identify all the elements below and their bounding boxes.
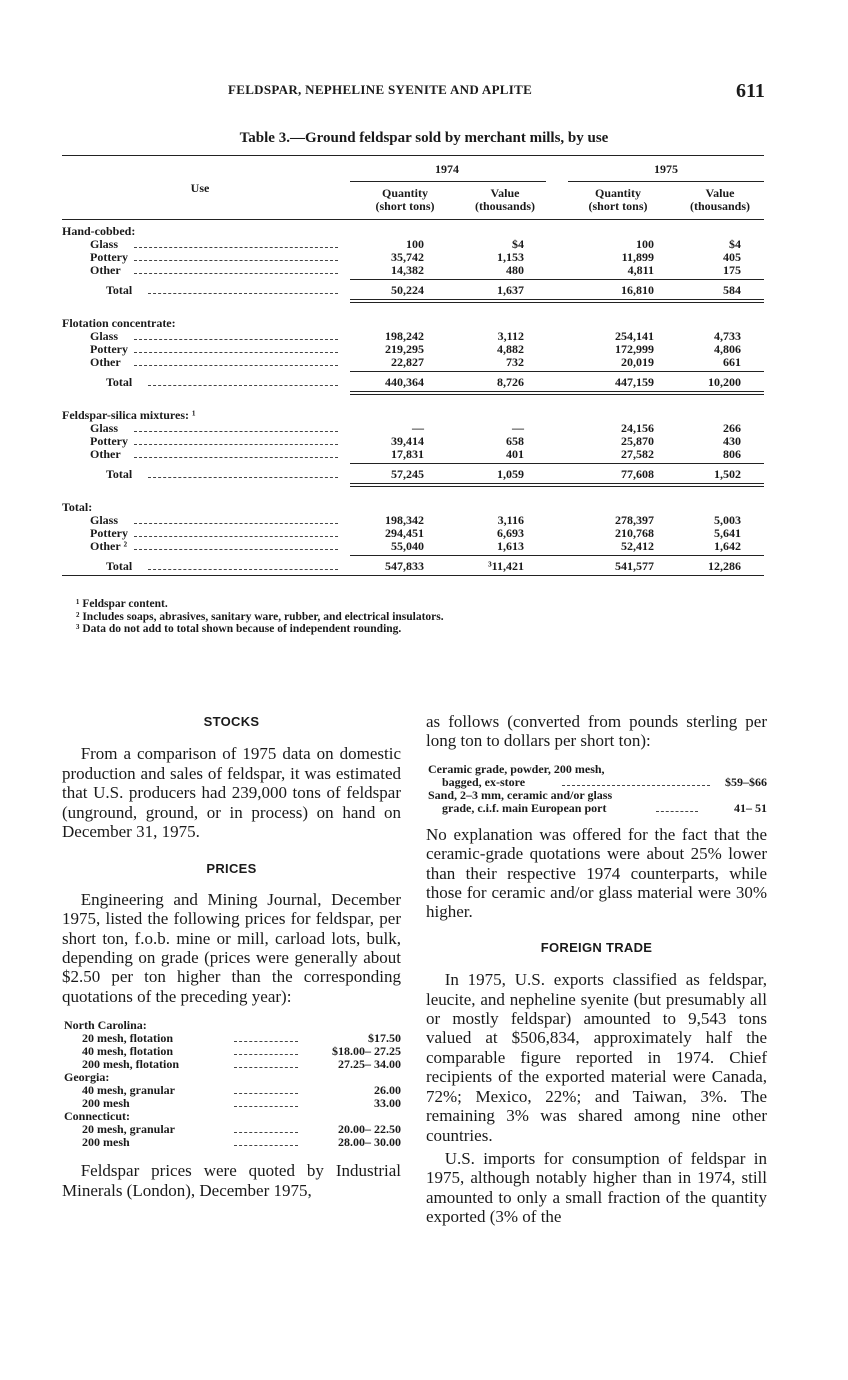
uk-price-list	[426, 763, 767, 815]
total-double-rule	[350, 302, 764, 303]
subtotal-rule	[350, 371, 764, 372]
table-bottom-rule	[62, 575, 764, 576]
price-item	[62, 1058, 401, 1071]
value-header-1974: Value (thousands)	[474, 186, 536, 213]
table-row	[62, 540, 764, 553]
table-top-rule	[62, 155, 764, 156]
row-label: Other	[90, 264, 121, 277]
subtotal-rule	[350, 463, 764, 464]
year-1974-header: 1974	[435, 162, 459, 176]
value-1975-cell: 1,502	[714, 467, 741, 481]
value-1975-cell: 584	[723, 283, 741, 297]
price-value: $18.00– 27.25	[332, 1044, 401, 1059]
price-item	[62, 1136, 401, 1149]
qty-1975-cell: 24,156	[621, 421, 654, 435]
total-rule	[350, 391, 764, 392]
total-row	[62, 560, 764, 573]
uk-price-label-cont: grade, c.i.f. main European port	[442, 800, 607, 815]
qty-1975-cell: 447,159	[615, 375, 654, 389]
price-label: 40 mesh, flotation	[82, 1044, 173, 1059]
leader-dots	[134, 444, 338, 445]
year-1974-rule	[350, 181, 546, 182]
qty-1974-cell: 100	[406, 237, 424, 251]
row-label: Total	[106, 468, 133, 481]
footnote: ¹ Feldspar content.	[76, 598, 168, 610]
page-number: 611	[736, 80, 765, 102]
row-label: Glass	[90, 330, 119, 343]
row-label: Pottery	[90, 527, 128, 540]
leader-dots	[134, 260, 338, 261]
running-head: FELDSPAR, NEPHELINE SYENITE AND APLITE	[228, 82, 533, 97]
price-value: 28.00– 30.00	[338, 1135, 401, 1150]
price-value: 26.00	[374, 1083, 401, 1098]
state-label: Connecticut:	[64, 1109, 130, 1124]
qty-1974-cell: 50,224	[391, 283, 424, 297]
qty-1974-cell: 39,414	[391, 434, 424, 448]
value-1975-cell: 806	[723, 447, 741, 461]
header-bottom-rule	[62, 219, 764, 220]
value-1975-cell: 405	[723, 250, 741, 264]
qty-1974-cell: 440,364	[385, 375, 424, 389]
uk-price-item	[426, 763, 767, 776]
table-row	[62, 356, 764, 369]
total-row	[62, 376, 764, 389]
total-double-rule	[350, 394, 764, 395]
uk-price-item-cont	[426, 802, 767, 815]
leader-dots	[148, 293, 338, 294]
explanation-paragraph: No explanation was offered for the fact that the ceramic-grade quotations were about 25% lower than their respective 1974 counterparts, while those for ceramic and/or glass material were 30% higher.	[426, 824, 767, 922]
imports-paragraph: U.S. imports for consumption of feldspar in 1975, although notably higher than in 1974, still amounted to only a small fraction of the quantity exported (3% of the	[426, 1148, 767, 1227]
price-label: 200 mesh	[82, 1096, 130, 1111]
subtotal-rule	[350, 279, 764, 280]
right-column	[426, 712, 767, 1227]
leader-dots	[562, 785, 710, 786]
value-1974-cell: ³11,421	[488, 559, 524, 573]
qty-1974-cell: —	[412, 421, 424, 435]
value-1975-cell: 430	[723, 434, 741, 448]
value-1975-cell: 266	[723, 421, 741, 435]
uk-price-label: Sand, 2–3 mm, ceramic and/or glass	[428, 787, 613, 802]
leader-dots	[134, 536, 338, 537]
qty-1974-cell: 57,245	[391, 467, 424, 481]
year-1975-header: 1975	[654, 162, 678, 176]
price-label: 200 mesh, flotation	[82, 1057, 179, 1072]
qty-1974-cell: 14,382	[391, 263, 424, 277]
row-label: Glass	[90, 422, 119, 435]
qty-1974-cell: 22,827	[391, 355, 424, 369]
value-1975-cell: 5,641	[714, 526, 741, 540]
value-1974-cell: 480	[506, 263, 524, 277]
uk-prices-intro: as follows (converted from pounds sterling per long ton to dollars per short ton):	[426, 712, 767, 751]
uk-price-item-cont	[426, 776, 767, 789]
prices-heading: PRICES	[206, 861, 257, 877]
value-1974-cell: 1,613	[497, 539, 524, 553]
value-1975-cell: 4,806	[714, 342, 741, 356]
leader-dots	[134, 549, 338, 550]
qty-1975-cell: 25,870	[621, 434, 654, 448]
qty-1975-cell: 278,397	[615, 513, 654, 527]
leader-dots	[134, 273, 338, 274]
uk-price-value: 41– 51	[734, 800, 767, 815]
leader-dots	[134, 247, 338, 248]
prices-paragraph: Engineering and Mining Journal, December 1975, listed the following prices for feldspar, per short ton, f.o.b. mine or mill, carload lots, bulk, depending on grade (prices were generally about $2.50 per ton higher than the corresponding quotations of the preceding year):	[62, 889, 401, 1006]
group-title-label: Hand-cobbed:	[62, 225, 136, 238]
leader-dots	[134, 339, 338, 340]
qty-1974-cell: 547,833	[385, 559, 424, 573]
row-label: Total	[106, 284, 133, 297]
leader-dots	[148, 385, 338, 386]
value-header-1975: Value (thousands)	[689, 186, 751, 213]
value-1974-cell: 1,153	[497, 250, 524, 264]
value-1974-cell: $4	[512, 237, 524, 251]
qty-1974-cell: 35,742	[391, 250, 424, 264]
qty-header-1975: Quantity (short tons)	[588, 186, 648, 213]
value-1974-cell: —	[512, 421, 524, 435]
price-label: 20 mesh, granular	[82, 1122, 175, 1137]
qty-1974-cell: 294,451	[385, 526, 424, 540]
value-1974-cell: 3,116	[497, 513, 524, 527]
qty-1975-cell: 52,412	[621, 539, 654, 553]
qty-1975-cell: 77,608	[621, 467, 654, 481]
qty-1975-cell: 16,810	[621, 283, 654, 297]
total-double-rule	[350, 486, 764, 487]
qty-1975-cell: 11,899	[621, 250, 654, 264]
table-footnotes	[76, 598, 444, 636]
total-row	[62, 284, 764, 297]
group-title-label: Total:	[62, 501, 93, 514]
value-1974-cell: 6,693	[497, 526, 524, 540]
qty-1975-cell: 541,577	[615, 559, 654, 573]
qty-1975-cell: 4,811	[627, 263, 654, 277]
state-label: North Carolina:	[64, 1018, 147, 1033]
value-1975-cell: 1,642	[714, 539, 741, 553]
total-rule	[350, 483, 764, 484]
left-column	[62, 712, 401, 1200]
value-1974-cell: 732	[506, 355, 524, 369]
value-1975-cell: 12,286	[708, 559, 741, 573]
leader-dots	[134, 352, 338, 353]
leader-dots	[134, 523, 338, 524]
row-label: Other	[90, 356, 121, 369]
us-price-list	[62, 1019, 401, 1149]
value-1974-cell: 4,882	[497, 342, 524, 356]
exports-paragraph: In 1975, U.S. exports classified as feldspar, leucite, and nepheline syenite (but presumably all or mostly feldspar) amounted to 9,543 tons valued at $506,834, approximately half the comparable figure reported in 1974. Chief recipients of the exported material were Canada, 72%; Mexico, 22%; and Taiwan, 3%. The remaining 3% was shared among nine other countries.	[426, 970, 767, 1145]
price-value: $17.50	[368, 1031, 401, 1046]
state-label: Georgia:	[64, 1070, 110, 1085]
price-label: 200 mesh	[82, 1135, 130, 1150]
qty-1974-cell: 55,040	[391, 539, 424, 553]
foreign-trade-heading: FOREIGN TRADE	[540, 939, 653, 955]
uk-price-label-cont: bagged, ex-store	[442, 774, 526, 789]
total-row	[62, 468, 764, 481]
row-label: Pottery	[90, 343, 128, 356]
value-1974-cell: 1,637	[497, 283, 524, 297]
leader-dots	[134, 431, 338, 432]
row-label: Pottery	[90, 435, 128, 448]
table-row	[62, 264, 764, 277]
uk-price-label: Ceramic grade, powder, 200 mesh,	[428, 761, 605, 776]
stocks-paragraph: From a comparison of 1975 data on domestic production and sales of feldspar, it was estimated that U.S. producers had 239,000 tons of feldspar (unground, ground, or in process) on hand on December 31, 1975.	[62, 744, 401, 842]
qty-1975-cell: 27,582	[621, 447, 654, 461]
price-label: 40 mesh, granular	[82, 1083, 175, 1098]
footnote: ² Includes soaps, abrasives, sanitary ware, rubber, and electrical insulators.	[76, 610, 444, 623]
qty-1974-cell: 219,295	[385, 342, 424, 356]
qty-header-1974: Quantity (short tons)	[375, 186, 435, 213]
price-value: 27.25– 34.00	[338, 1057, 401, 1072]
leader-dots	[148, 477, 338, 478]
leader-dots	[148, 569, 338, 570]
row-label: Glass	[90, 238, 119, 251]
value-1975-cell: 4,733	[714, 329, 741, 343]
prices-closing-paragraph: Feldspar prices were quoted by Industrial Minerals (London), December 1975,	[62, 1161, 401, 1200]
value-1974-cell: 1,059	[497, 467, 524, 481]
value-1975-cell: 661	[723, 355, 741, 369]
qty-1974-cell: 17,831	[391, 447, 424, 461]
value-1974-cell: 8,726	[497, 375, 524, 389]
value-1975-cell: 10,200	[708, 375, 741, 389]
row-label: Pottery	[90, 251, 128, 264]
leader-dots	[234, 1054, 298, 1055]
use-column-header: Use	[190, 181, 210, 195]
qty-1974-cell: 198,342	[385, 513, 424, 527]
leader-dots	[234, 1145, 298, 1146]
leader-dots	[134, 365, 338, 366]
uk-price-item	[426, 789, 767, 802]
value-1974-cell: 401	[506, 447, 524, 461]
qty-1975-cell: 172,999	[615, 342, 654, 356]
leader-dots	[234, 1041, 298, 1042]
leader-dots	[656, 811, 698, 812]
subtotal-rule	[350, 555, 764, 556]
row-label: Other	[90, 448, 121, 461]
leader-dots	[234, 1106, 298, 1107]
leader-dots	[234, 1093, 298, 1094]
row-label: Total	[106, 560, 133, 573]
qty-1974-cell: 198,242	[385, 329, 424, 343]
year-1975-rule	[568, 181, 764, 182]
table-row	[62, 448, 764, 461]
qty-1975-cell: 210,768	[615, 526, 654, 540]
leader-dots	[134, 457, 338, 458]
group-title-label: Flotation concentrate:	[62, 317, 176, 330]
value-1975-cell: 5,003	[714, 513, 741, 527]
leader-dots	[234, 1132, 298, 1133]
price-value: 33.00	[374, 1096, 401, 1111]
price-label: 20 mesh, flotation	[82, 1031, 173, 1046]
value-1974-cell: 658	[506, 434, 524, 448]
qty-1975-cell: 20,019	[621, 355, 654, 369]
value-1974-cell: 3,112	[497, 329, 524, 343]
qty-1975-cell: 100	[636, 237, 654, 251]
leader-dots	[234, 1067, 298, 1068]
uk-price-value: $59–$66	[725, 774, 767, 789]
value-1975-cell: 175	[723, 263, 741, 277]
stocks-heading: STOCKS	[203, 714, 260, 729]
total-rule	[350, 299, 764, 300]
value-1975-cell: $4	[729, 237, 741, 251]
footnote: ³ Data do not add to total shown because of independent rounding.	[76, 623, 402, 635]
table-title: Table 3.—Ground feldspar sold by merchant mills, by use	[239, 130, 609, 146]
row-label: Total	[106, 376, 133, 389]
qty-1975-cell: 254,141	[615, 329, 654, 343]
row-label: Glass	[90, 514, 119, 527]
row-label: Other ²	[90, 540, 128, 553]
price-value: 20.00– 22.50	[338, 1122, 401, 1137]
group-title-label: Feldspar-silica mixtures: ¹	[62, 409, 196, 422]
